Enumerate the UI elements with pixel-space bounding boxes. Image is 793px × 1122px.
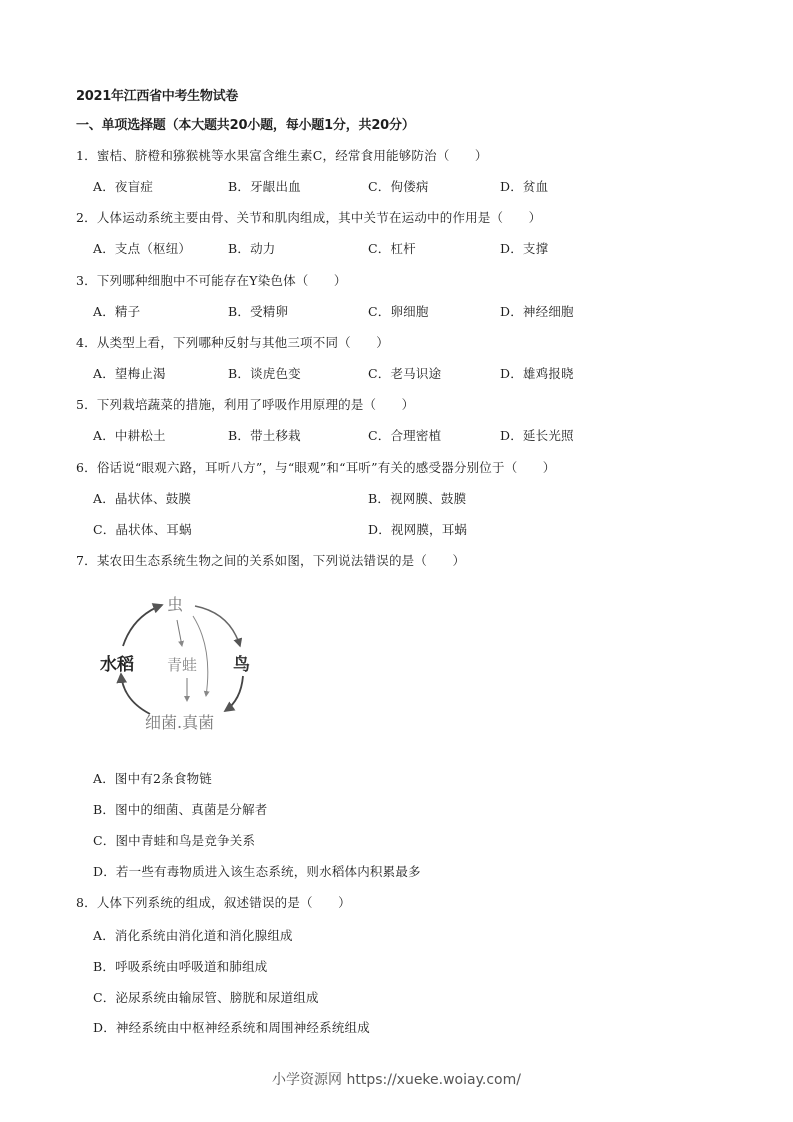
question-6-option-a: A．晶状体、鼓膜 — [93, 491, 192, 506]
question-6-stem: 6．俗话说“眼观六路，耳听八方”，与“眼观”和“耳听”有关的感受器分别位于（ ） — [76, 460, 556, 475]
question-5-stem: 5．下列栽培蔬菜的措施，利用了呼吸作用原理的是（ ） — [76, 397, 415, 412]
question-4-option-b: B．谈虎色变 — [228, 366, 301, 381]
question-8-option-c: C．泌尿系统由输尿管、膀胱和尿道组成 — [93, 990, 319, 1005]
question-3-option-b: B．受精卵 — [228, 304, 289, 319]
food-web-diagram — [95, 588, 265, 738]
question-6-option-c: C．晶状体、耳蜗 — [93, 522, 192, 537]
footer-watermark: 小学资源网 https://xueke.woiay.com/ — [272, 1072, 521, 1088]
question-3-option-c: C．卵细胞 — [368, 304, 429, 319]
question-2-stem: 2．人体运动系统主要由骨、关节和肌肉组成，其中关节在运动中的作用是（ ） — [76, 210, 542, 225]
question-7-option-a: A．图中有2条食物链 — [93, 771, 212, 786]
question-1-option-a: A．夜盲症 — [93, 179, 154, 194]
question-5-option-a: A．中耕松土 — [93, 428, 166, 443]
question-1-stem: 1．蜜桔、脐橙和猕猴桃等水果富含维生素C，经常食用能够防治（ ） — [76, 148, 488, 163]
question-2-option-c: C．杠杆 — [368, 241, 416, 256]
question-2-option-b: B．动力 — [228, 241, 276, 256]
question-5-option-d: D．延长光照 — [500, 428, 574, 443]
question-1-option-b: B．牙龈出血 — [228, 179, 301, 194]
question-8-option-d: D．神经系统由中枢神经系统和周围神经系统组成 — [93, 1020, 370, 1035]
diagram-node-rice: 水稻 — [100, 655, 134, 675]
question-5-option-c: C．合理密植 — [368, 428, 442, 443]
document-title: 2021年江西省中考生物试卷 — [76, 89, 238, 104]
question-2-option-a: A．支点（枢纽） — [93, 241, 192, 256]
question-7-option-c: C．图中青蛙和鸟是竞争关系 — [93, 833, 256, 848]
question-1-option-c: C．佝偻病 — [368, 179, 429, 194]
section-heading: 一、单项选择题（本大题共20小题，每小题1分，共20分） — [76, 118, 415, 133]
question-1-option-d: D．贫血 — [500, 179, 549, 194]
question-6-option-b: B．视网膜、鼓膜 — [368, 491, 467, 506]
question-7-option-d: D．若一些有毒物质进入该生态系统，则水稻体内积累最多 — [93, 864, 421, 879]
question-4-option-a: A．望梅止渴 — [93, 366, 166, 381]
question-7-stem: 7．某农田生态系统生物之间的关系如图，下列说法错误的是（ ） — [76, 553, 466, 568]
question-3-option-d: D．神经细胞 — [500, 304, 574, 319]
question-3-stem: 3．下列哪种细胞中不可能存在Y染色体（ ） — [76, 273, 347, 288]
question-7-option-b: B．图中的细菌、真菌是分解者 — [93, 802, 268, 817]
question-8-option-b: B．呼吸系统由呼吸道和肺组成 — [93, 959, 268, 974]
question-3-option-a: A．精子 — [93, 304, 141, 319]
diagram-node-frog: 青蛙 — [167, 656, 198, 674]
question-2-option-d: D．支撑 — [500, 241, 549, 256]
diagram-node-insect: 虫 — [167, 595, 184, 614]
question-5-option-b: B．带土移栽 — [228, 428, 301, 443]
question-6-option-d: D．视网膜，耳蜗 — [368, 522, 468, 537]
question-8-stem: 8．人体下列系统的组成，叙述错误的是（ ） — [76, 895, 351, 910]
question-4-option-d: D．雄鸡报晓 — [500, 366, 574, 381]
question-4-option-c: C．老马识途 — [368, 366, 442, 381]
diagram-node-decomposers: 细菌.真菌 — [145, 713, 215, 732]
question-4-stem: 4．从类型上看，下列哪种反射与其他三项不同（ ） — [76, 335, 389, 350]
question-8-option-a: A．消化系统由消化道和消化腺组成 — [93, 928, 293, 943]
diagram-node-bird: 鸟 — [233, 655, 250, 675]
